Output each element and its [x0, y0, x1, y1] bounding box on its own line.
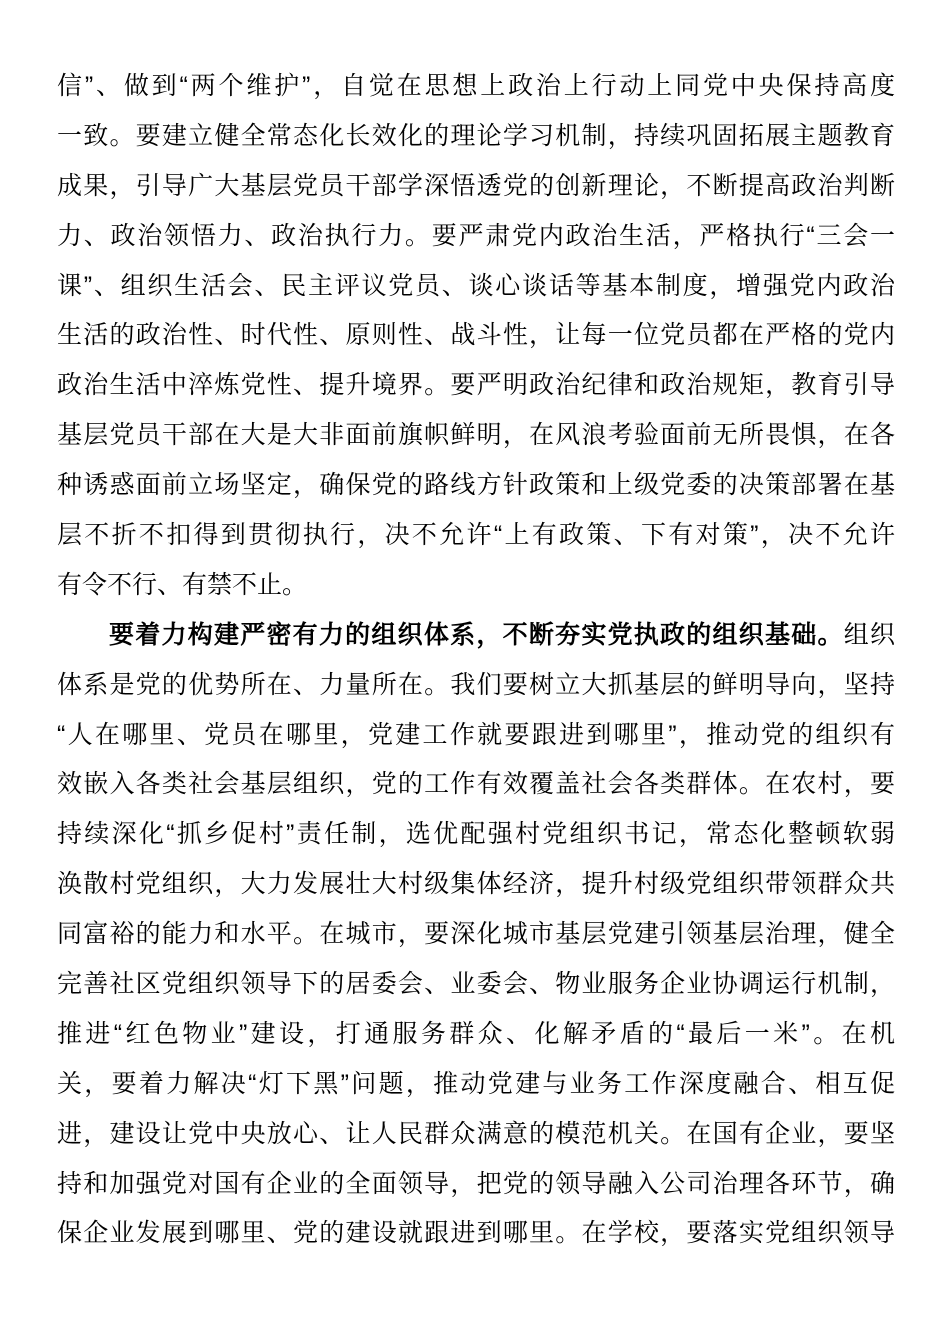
text-line: 信”、做到“两个维护”，自觉在思想上政治上行动上同党中央保持高度	[57, 72, 895, 100]
paragraph-political-construction	[57, 62, 895, 611]
text-line: 涣散村党组织，大力发展壮大村级集体经济，提升村级党组织带领群众共	[57, 870, 895, 899]
text-line: 成果，引导广大基层党员干部学深悟透党的创新理论，不断提高政治判断	[57, 171, 895, 200]
text-line: 持和加强党对国有企业的全面领导，把党的领导融入公司治理各环节，确	[57, 1169, 895, 1198]
text-line: 保企业发展到哪里、党的建设就跟进到哪里。在学校，要落实党组织领导	[57, 1219, 895, 1248]
text-line: 进，建设让党中央放心、让人民群众满意的模范机关。在国有企业，要坚	[57, 1119, 895, 1148]
text-line: 持续深化“抓乡促村”责任制，选优配强村党组织书记，常态化整顿软弱	[57, 820, 895, 849]
text-line: 种诱惑面前立场坚定，确保党的路线方针政策和上级党委的决策部署在基	[57, 471, 895, 500]
text-line: 课”、组织生活会、民主评议党员、谈心谈话等基本制度，增强党内政治	[57, 271, 895, 300]
text-line: 效嵌入各类社会基层组织，党的工作有效覆盖社会各类群体。在农村，要	[57, 770, 895, 799]
text-line: 一致。要建立健全常态化长效化的理论学习机制，持续巩固拓展主题教育	[57, 121, 895, 150]
text-line: 推进“红色物业”建设，打通服务群众、化解矛盾的“最后一米”。在机	[57, 1019, 895, 1048]
bold-lead-sentence: 要着力构建严密有力的组织体系，不断夯实党执政的组织基础。	[109, 620, 844, 649]
text-line: “人在哪里、党员在哪里，党建工作就要跟进到哪里”，推动党的组织有	[57, 720, 895, 749]
text-line: 生活的政治性、时代性、原则性、战斗性，让每一位党员都在严格的党内	[57, 321, 895, 350]
text-line: 力、政治领悟力、政治执行力。要严肃党内政治生活，严格执行“三会一	[57, 221, 895, 250]
text-line: 体系是党的优势所在、力量所在。我们要树立大抓基层的鲜明导向，坚持	[57, 670, 895, 699]
text-line: 完善社区党组织领导下的居委会、业委会、物业服务企业协调运行机制，	[57, 970, 895, 999]
text-line: 层不折不扣得到贯彻执行，决不允许“上有政策、下有对策”，决不允许	[57, 521, 895, 550]
text-line: 政治生活中淬炼党性、提升境界。要严明政治纪律和政治规矩，教育引导	[57, 371, 895, 400]
document-body	[57, 62, 895, 1259]
text-line: 基层党员干部在大是大非面前旗帜鲜明，在风浪考验面前无所畏惧，在各	[57, 421, 895, 450]
text-line: 关，要着力解决“灯下黑”问题，推动党建与业务工作深度融合、相互促	[57, 1069, 895, 1098]
text-line: 有令不行、有禁不止。	[57, 570, 308, 599]
text-line: 同富裕的能力和水平。在城市，要深化城市基层党建引领基层治理，健全	[57, 920, 895, 949]
text-segment: 组织	[843, 620, 895, 649]
paragraph-organization-system	[57, 611, 895, 1260]
text-line	[57, 611, 895, 661]
